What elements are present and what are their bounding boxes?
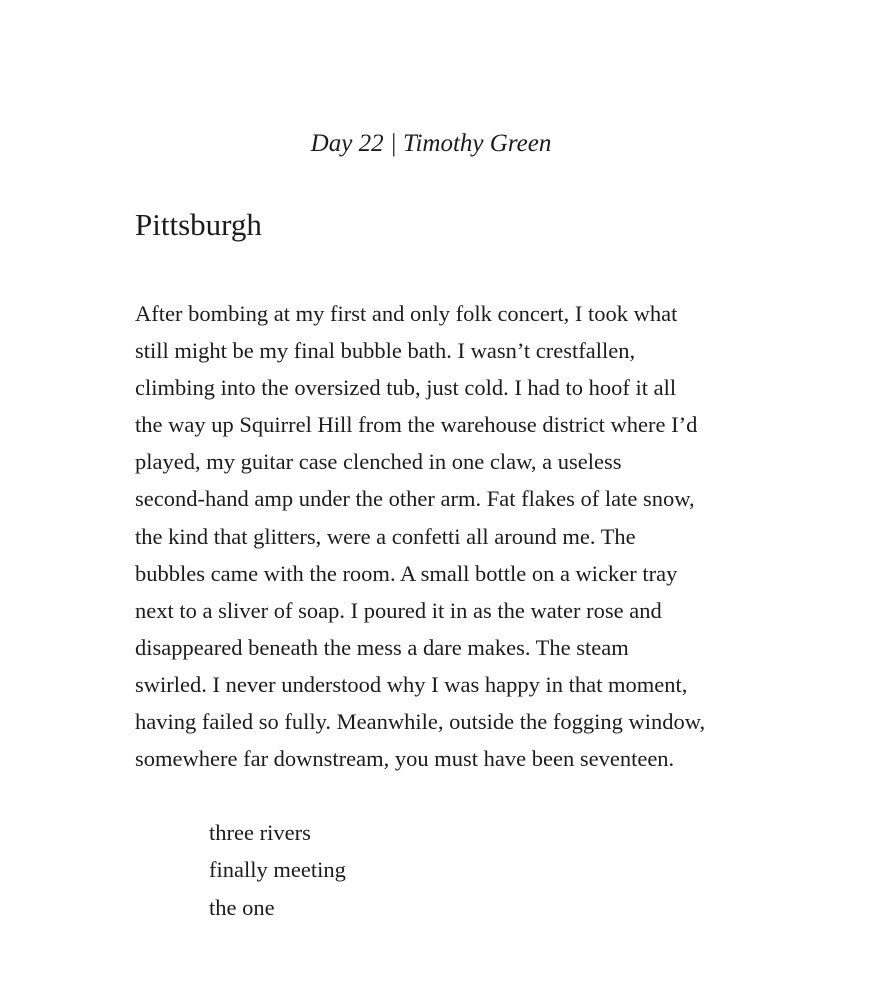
prose-line: the way up Squirrel Hill from the warehouse district where I’d: [135, 412, 698, 438]
haiku: [209, 814, 346, 926]
author-name: Timothy Green: [402, 130, 552, 157]
day-author-header: [0, 126, 862, 162]
prose-line: climbing into the oversized tub, just cold. I had to hoof it all: [135, 375, 677, 401]
prose-line: bubbles came with the room. A small bottle on a wicker tray: [135, 560, 678, 586]
prose-line: After bombing at my first and only folk concert, I took what: [135, 301, 678, 326]
prose-paragraph: [135, 295, 735, 777]
prose-line: played, my guitar case clenched in one claw, a useless: [135, 449, 622, 475]
day-label: Day 22: [310, 130, 384, 157]
header-separator: |: [389, 130, 397, 157]
haiku-line: three rivers: [209, 820, 311, 845]
prose-line: second-hand amp under the other arm. Fat flakes of late snow,: [135, 486, 695, 512]
prose-line: disappeared beneath the mess a dare makes. The steam: [135, 634, 629, 660]
haiku-line: finally meeting: [209, 857, 346, 883]
prose-line: next to a sliver of soap. I poured it in as the water rose and: [135, 597, 662, 623]
prose-line: still might be my final bubble bath. I wasn’t crestfallen,: [135, 338, 636, 364]
prose-line: the kind that glitters, were a confetti all around me. The: [135, 523, 636, 549]
poem-title: Pittsburgh: [135, 207, 262, 242]
prose-line: somewhere far downstream, you must have been seventeen.: [135, 746, 675, 772]
prose-line: swirled. I never understood why I was happy in that moment,: [135, 671, 688, 697]
prose-line: having failed so fully. Meanwhile, outside the fogging window,: [135, 709, 706, 735]
haiku-line: the one: [209, 894, 275, 920]
